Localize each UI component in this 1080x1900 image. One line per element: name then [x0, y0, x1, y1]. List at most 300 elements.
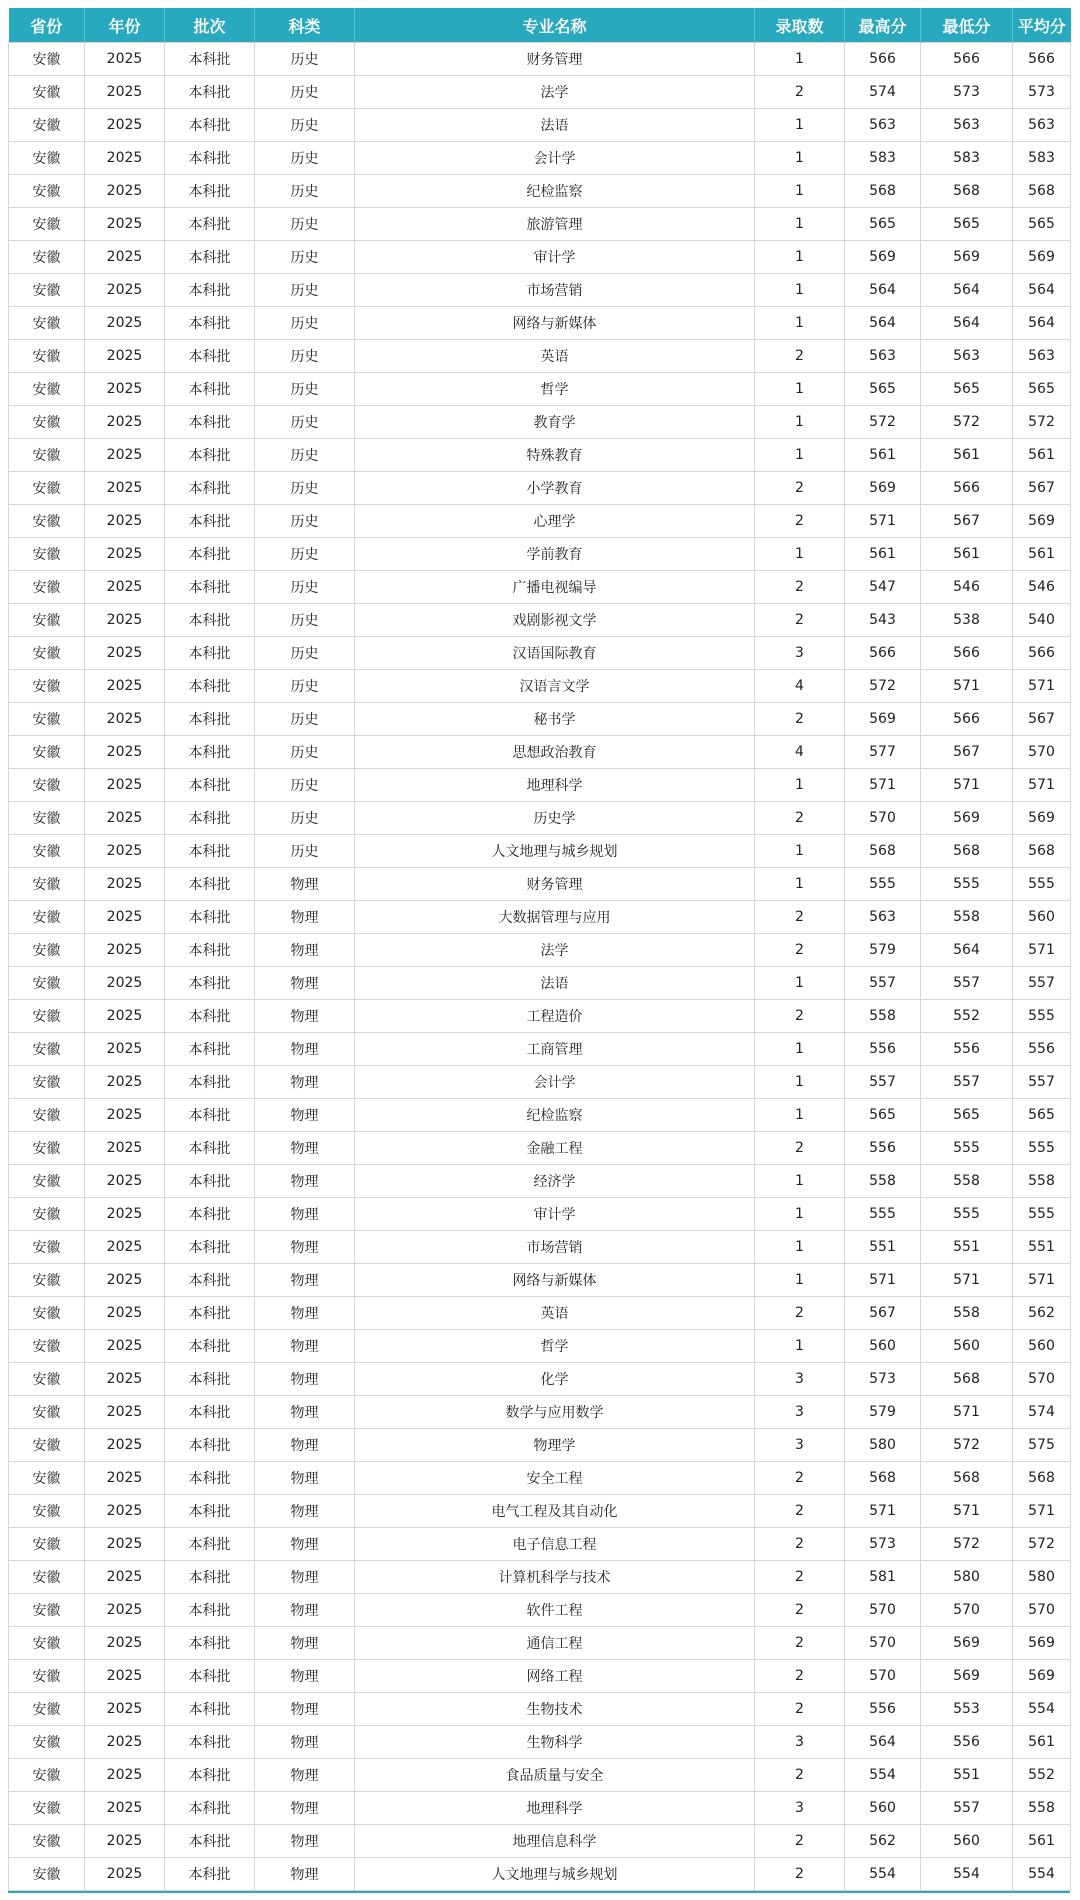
cell-subject: 历史	[255, 769, 355, 802]
cell-province: 安徽	[9, 736, 85, 769]
cell-avg-score: 566	[1013, 637, 1071, 670]
cell-max-score: 566	[845, 637, 921, 670]
cell-batch: 本科批	[165, 439, 255, 472]
cell-avg-score: 568	[1013, 175, 1071, 208]
cell-max-score: 574	[845, 76, 921, 109]
cell-avg-score: 557	[1013, 967, 1071, 1000]
cell-min-score: 563	[921, 109, 1013, 142]
cell-admitted: 1	[755, 769, 845, 802]
cell-major: 纪检监察	[355, 1099, 755, 1132]
cell-major: 人文地理与城乡规划	[355, 1858, 755, 1891]
cell-avg-score: 565	[1013, 208, 1071, 241]
table-row	[9, 1000, 1071, 1033]
table-row	[9, 472, 1071, 505]
cell-year: 2025	[85, 1000, 165, 1033]
cell-max-score: 568	[845, 175, 921, 208]
cell-avg-score: 569	[1013, 802, 1071, 835]
cell-province: 安徽	[9, 1132, 85, 1165]
cell-year: 2025	[85, 835, 165, 868]
cell-subject: 历史	[255, 703, 355, 736]
cell-year: 2025	[85, 1462, 165, 1495]
cell-avg-score: 565	[1013, 1099, 1071, 1132]
table-row	[9, 1693, 1071, 1726]
cell-year: 2025	[85, 1033, 165, 1066]
cell-batch: 本科批	[165, 604, 255, 637]
cell-avg-score: 555	[1013, 1000, 1071, 1033]
cell-year: 2025	[85, 1231, 165, 1264]
cell-major: 物理学	[355, 1429, 755, 1462]
cell-batch: 本科批	[165, 1660, 255, 1693]
table-row	[9, 1066, 1071, 1099]
header-year: 年份	[85, 8, 165, 43]
cell-major: 经济学	[355, 1165, 755, 1198]
table-row	[9, 1429, 1071, 1462]
cell-min-score: 558	[921, 901, 1013, 934]
cell-min-score: 563	[921, 340, 1013, 373]
cell-max-score: 554	[845, 1858, 921, 1891]
cell-batch: 本科批	[165, 1792, 255, 1825]
table-row	[9, 1165, 1071, 1198]
cell-subject: 历史	[255, 109, 355, 142]
cell-province: 安徽	[9, 373, 85, 406]
cell-avg-score: 555	[1013, 1132, 1071, 1165]
cell-province: 安徽	[9, 505, 85, 538]
cell-max-score: 565	[845, 208, 921, 241]
cell-avg-score: 561	[1013, 1726, 1071, 1759]
table-row	[9, 736, 1071, 769]
cell-max-score: 563	[845, 340, 921, 373]
cell-max-score: 579	[845, 934, 921, 967]
table-row	[9, 1132, 1071, 1165]
cell-avg-score: 551	[1013, 1231, 1071, 1264]
cell-major: 心理学	[355, 505, 755, 538]
table-row	[9, 1033, 1071, 1066]
cell-min-score: 566	[921, 703, 1013, 736]
cell-major: 小学教育	[355, 472, 755, 505]
cell-admitted: 1	[755, 109, 845, 142]
cell-batch: 本科批	[165, 1858, 255, 1891]
cell-subject: 物理	[255, 1066, 355, 1099]
cell-min-score: 572	[921, 1528, 1013, 1561]
cell-batch: 本科批	[165, 1330, 255, 1363]
cell-subject: 物理	[255, 1627, 355, 1660]
cell-min-score: 551	[921, 1231, 1013, 1264]
cell-batch: 本科批	[165, 340, 255, 373]
cell-province: 安徽	[9, 1627, 85, 1660]
cell-max-score: 570	[845, 1594, 921, 1627]
cell-subject: 物理	[255, 1726, 355, 1759]
cell-batch: 本科批	[165, 1462, 255, 1495]
cell-subject: 历史	[255, 340, 355, 373]
cell-year: 2025	[85, 802, 165, 835]
cell-batch: 本科批	[165, 1297, 255, 1330]
cell-province: 安徽	[9, 1429, 85, 1462]
cell-max-score: 571	[845, 1495, 921, 1528]
cell-year: 2025	[85, 934, 165, 967]
cell-subject: 物理	[255, 934, 355, 967]
table-row	[9, 934, 1071, 967]
cell-min-score: 565	[921, 1099, 1013, 1132]
cell-max-score: 555	[845, 1198, 921, 1231]
cell-admitted: 2	[755, 1594, 845, 1627]
cell-subject: 物理	[255, 1231, 355, 1264]
cell-min-score: 565	[921, 208, 1013, 241]
cell-max-score: 569	[845, 703, 921, 736]
cell-avg-score: 554	[1013, 1858, 1071, 1891]
cell-subject: 历史	[255, 802, 355, 835]
cell-min-score: 557	[921, 1066, 1013, 1099]
cell-admitted: 2	[755, 472, 845, 505]
cell-batch: 本科批	[165, 1198, 255, 1231]
cell-province: 安徽	[9, 1495, 85, 1528]
table-row	[9, 406, 1071, 439]
table-row	[9, 1726, 1071, 1759]
cell-avg-score: 554	[1013, 1693, 1071, 1726]
cell-admitted: 2	[755, 802, 845, 835]
cell-min-score: 568	[921, 1462, 1013, 1495]
cell-batch: 本科批	[165, 109, 255, 142]
cell-max-score: 561	[845, 439, 921, 472]
header-batch: 批次	[165, 8, 255, 43]
cell-province: 安徽	[9, 769, 85, 802]
cell-batch: 本科批	[165, 1264, 255, 1297]
cell-admitted: 4	[755, 670, 845, 703]
cell-admitted: 2	[755, 1561, 845, 1594]
cell-subject: 历史	[255, 208, 355, 241]
cell-admitted: 1	[755, 1330, 845, 1363]
cell-subject: 物理	[255, 1330, 355, 1363]
cell-province: 安徽	[9, 934, 85, 967]
cell-admitted: 2	[755, 1825, 845, 1858]
cell-admitted: 1	[755, 835, 845, 868]
cell-major: 数学与应用数学	[355, 1396, 755, 1429]
table-row	[9, 637, 1071, 670]
cell-max-score: 564	[845, 1726, 921, 1759]
cell-batch: 本科批	[165, 406, 255, 439]
cell-subject: 历史	[255, 835, 355, 868]
table-row	[9, 802, 1071, 835]
cell-admitted: 1	[755, 373, 845, 406]
header-province: 省份	[9, 8, 85, 43]
cell-max-score: 557	[845, 1066, 921, 1099]
cell-min-score: 570	[921, 1594, 1013, 1627]
cell-major: 市场营销	[355, 1231, 755, 1264]
cell-subject: 历史	[255, 472, 355, 505]
header-admitted: 录取数	[755, 8, 845, 43]
cell-major: 汉语言文学	[355, 670, 755, 703]
cell-major: 审计学	[355, 241, 755, 274]
cell-admitted: 2	[755, 1495, 845, 1528]
cell-year: 2025	[85, 1759, 165, 1792]
cell-min-score: 571	[921, 1495, 1013, 1528]
cell-avg-score: 568	[1013, 835, 1071, 868]
cell-avg-score: 567	[1013, 703, 1071, 736]
cell-province: 安徽	[9, 1792, 85, 1825]
cell-avg-score: 566	[1013, 43, 1071, 76]
cell-subject: 物理	[255, 1660, 355, 1693]
cell-year: 2025	[85, 604, 165, 637]
cell-avg-score: 561	[1013, 439, 1071, 472]
table-row	[9, 505, 1071, 538]
cell-batch: 本科批	[165, 1231, 255, 1264]
cell-admitted: 1	[755, 208, 845, 241]
cell-admitted: 2	[755, 1132, 845, 1165]
cell-max-score: 566	[845, 43, 921, 76]
cell-year: 2025	[85, 142, 165, 175]
cell-province: 安徽	[9, 439, 85, 472]
cell-major: 纪检监察	[355, 175, 755, 208]
cell-major: 人文地理与城乡规划	[355, 835, 755, 868]
cell-province: 安徽	[9, 703, 85, 736]
cell-major: 工商管理	[355, 1033, 755, 1066]
header-max-score: 最高分	[845, 8, 921, 43]
cell-province: 安徽	[9, 571, 85, 604]
cell-avg-score: 571	[1013, 769, 1071, 802]
table-row	[9, 208, 1071, 241]
cell-batch: 本科批	[165, 1528, 255, 1561]
cell-batch: 本科批	[165, 934, 255, 967]
cell-batch: 本科批	[165, 538, 255, 571]
cell-year: 2025	[85, 1660, 165, 1693]
cell-min-score: 561	[921, 439, 1013, 472]
cell-province: 安徽	[9, 1594, 85, 1627]
cell-min-score: 555	[921, 1132, 1013, 1165]
cell-max-score: 573	[845, 1528, 921, 1561]
cell-major: 英语	[355, 340, 755, 373]
cell-avg-score: 560	[1013, 901, 1071, 934]
cell-year: 2025	[85, 76, 165, 109]
header-avg-score: 平均分	[1013, 8, 1071, 43]
cell-batch: 本科批	[165, 637, 255, 670]
cell-avg-score: 560	[1013, 1330, 1071, 1363]
table-row	[9, 439, 1071, 472]
table-row	[9, 967, 1071, 1000]
cell-min-score: 571	[921, 1264, 1013, 1297]
cell-min-score: 569	[921, 1627, 1013, 1660]
cell-major: 化学	[355, 1363, 755, 1396]
table-row	[9, 1264, 1071, 1297]
cell-batch: 本科批	[165, 76, 255, 109]
cell-province: 安徽	[9, 1693, 85, 1726]
cell-major: 学前教育	[355, 538, 755, 571]
table-row	[9, 142, 1071, 175]
table-row	[9, 538, 1071, 571]
cell-batch: 本科批	[165, 1627, 255, 1660]
cell-year: 2025	[85, 1396, 165, 1429]
cell-major: 审计学	[355, 1198, 755, 1231]
cell-avg-score: 569	[1013, 241, 1071, 274]
cell-major: 网络与新媒体	[355, 307, 755, 340]
cell-subject: 物理	[255, 1693, 355, 1726]
cell-year: 2025	[85, 274, 165, 307]
cell-batch: 本科批	[165, 1429, 255, 1462]
cell-avg-score: 569	[1013, 1627, 1071, 1660]
table-row	[9, 901, 1071, 934]
cell-year: 2025	[85, 1693, 165, 1726]
cell-avg-score: 552	[1013, 1759, 1071, 1792]
cell-avg-score: 540	[1013, 604, 1071, 637]
cell-avg-score: 571	[1013, 670, 1071, 703]
cell-subject: 历史	[255, 637, 355, 670]
cell-admitted: 3	[755, 1429, 845, 1462]
cell-max-score: 581	[845, 1561, 921, 1594]
table-row	[9, 1396, 1071, 1429]
cell-major: 财务管理	[355, 868, 755, 901]
cell-max-score: 558	[845, 1000, 921, 1033]
cell-major: 地理科学	[355, 769, 755, 802]
cell-max-score: 571	[845, 505, 921, 538]
cell-batch: 本科批	[165, 1825, 255, 1858]
cell-province: 安徽	[9, 1858, 85, 1891]
cell-year: 2025	[85, 703, 165, 736]
cell-admitted: 1	[755, 1198, 845, 1231]
cell-min-score: 565	[921, 373, 1013, 406]
cell-year: 2025	[85, 1165, 165, 1198]
cell-admitted: 1	[755, 1231, 845, 1264]
cell-min-score: 555	[921, 1198, 1013, 1231]
cell-subject: 物理	[255, 1495, 355, 1528]
cell-max-score: 554	[845, 1759, 921, 1792]
cell-min-score: 580	[921, 1561, 1013, 1594]
cell-avg-score: 572	[1013, 406, 1071, 439]
cell-province: 安徽	[9, 1297, 85, 1330]
table-row	[9, 1231, 1071, 1264]
cell-batch: 本科批	[165, 1132, 255, 1165]
cell-province: 安徽	[9, 1330, 85, 1363]
table-row	[9, 1561, 1071, 1594]
cell-subject: 物理	[255, 1264, 355, 1297]
cell-province: 安徽	[9, 1000, 85, 1033]
cell-subject: 物理	[255, 1561, 355, 1594]
cell-province: 安徽	[9, 1033, 85, 1066]
cell-admitted: 2	[755, 604, 845, 637]
cell-major: 通信工程	[355, 1627, 755, 1660]
cell-min-score: 567	[921, 736, 1013, 769]
cell-subject: 历史	[255, 406, 355, 439]
cell-batch: 本科批	[165, 274, 255, 307]
cell-year: 2025	[85, 208, 165, 241]
cell-max-score: 570	[845, 1627, 921, 1660]
cell-max-score: 551	[845, 1231, 921, 1264]
cell-batch: 本科批	[165, 835, 255, 868]
cell-major: 法学	[355, 934, 755, 967]
cell-major: 食品质量与安全	[355, 1759, 755, 1792]
cell-year: 2025	[85, 1363, 165, 1396]
cell-admitted: 3	[755, 1396, 845, 1429]
cell-avg-score: 570	[1013, 1363, 1071, 1396]
cell-major: 计算机科学与技术	[355, 1561, 755, 1594]
cell-year: 2025	[85, 1330, 165, 1363]
cell-year: 2025	[85, 901, 165, 934]
cell-min-score: 567	[921, 505, 1013, 538]
table-row	[9, 769, 1071, 802]
cell-admitted: 1	[755, 538, 845, 571]
cell-subject: 物理	[255, 1033, 355, 1066]
cell-min-score: 569	[921, 802, 1013, 835]
cell-max-score: 565	[845, 1099, 921, 1132]
cell-min-score: 566	[921, 637, 1013, 670]
cell-avg-score: 571	[1013, 1495, 1071, 1528]
table-row	[9, 1594, 1071, 1627]
cell-major: 财务管理	[355, 43, 755, 76]
cell-batch: 本科批	[165, 1033, 255, 1066]
cell-major: 大数据管理与应用	[355, 901, 755, 934]
cell-province: 安徽	[9, 1726, 85, 1759]
table-row	[9, 340, 1071, 373]
cell-province: 安徽	[9, 1231, 85, 1264]
cell-max-score: 577	[845, 736, 921, 769]
table-row	[9, 1825, 1071, 1858]
cell-year: 2025	[85, 1066, 165, 1099]
cell-year: 2025	[85, 868, 165, 901]
cell-admitted: 1	[755, 1264, 845, 1297]
cell-subject: 历史	[255, 241, 355, 274]
cell-year: 2025	[85, 967, 165, 1000]
table-row	[9, 274, 1071, 307]
cell-subject: 历史	[255, 142, 355, 175]
cell-max-score: 571	[845, 1264, 921, 1297]
cell-subject: 物理	[255, 1396, 355, 1429]
cell-admitted: 2	[755, 1462, 845, 1495]
cell-avg-score: 569	[1013, 1660, 1071, 1693]
cell-major: 秘书学	[355, 703, 755, 736]
cell-batch: 本科批	[165, 1066, 255, 1099]
cell-min-score: 568	[921, 175, 1013, 208]
cell-min-score: 560	[921, 1825, 1013, 1858]
cell-max-score: 547	[845, 571, 921, 604]
cell-max-score: 555	[845, 868, 921, 901]
cell-max-score: 572	[845, 406, 921, 439]
cell-subject: 物理	[255, 868, 355, 901]
cell-batch: 本科批	[165, 307, 255, 340]
cell-avg-score: 546	[1013, 571, 1071, 604]
cell-province: 安徽	[9, 901, 85, 934]
cell-batch: 本科批	[165, 901, 255, 934]
cell-avg-score: 555	[1013, 1198, 1071, 1231]
cell-subject: 物理	[255, 1759, 355, 1792]
cell-admitted: 1	[755, 1033, 845, 1066]
cell-subject: 物理	[255, 1165, 355, 1198]
cell-avg-score: 564	[1013, 307, 1071, 340]
cell-batch: 本科批	[165, 43, 255, 76]
cell-province: 安徽	[9, 1264, 85, 1297]
cell-batch: 本科批	[165, 1396, 255, 1429]
cell-avg-score: 557	[1013, 1066, 1071, 1099]
cell-min-score: 572	[921, 1429, 1013, 1462]
cell-min-score: 558	[921, 1297, 1013, 1330]
cell-max-score: 580	[845, 1429, 921, 1462]
cell-max-score: 569	[845, 472, 921, 505]
cell-province: 安徽	[9, 406, 85, 439]
cell-admitted: 1	[755, 175, 845, 208]
cell-admitted: 1	[755, 43, 845, 76]
table-row	[9, 1759, 1071, 1792]
cell-province: 安徽	[9, 43, 85, 76]
cell-major: 教育学	[355, 406, 755, 439]
cell-admitted: 1	[755, 1066, 845, 1099]
table-row	[9, 703, 1071, 736]
cell-province: 安徽	[9, 637, 85, 670]
cell-max-score: 563	[845, 901, 921, 934]
cell-max-score: 583	[845, 142, 921, 175]
cell-max-score: 556	[845, 1132, 921, 1165]
cell-admitted: 3	[755, 1726, 845, 1759]
cell-province: 安徽	[9, 1528, 85, 1561]
cell-major: 特殊教育	[355, 439, 755, 472]
cell-admitted: 2	[755, 934, 845, 967]
admission-scores-table	[8, 8, 1071, 1891]
cell-batch: 本科批	[165, 472, 255, 505]
